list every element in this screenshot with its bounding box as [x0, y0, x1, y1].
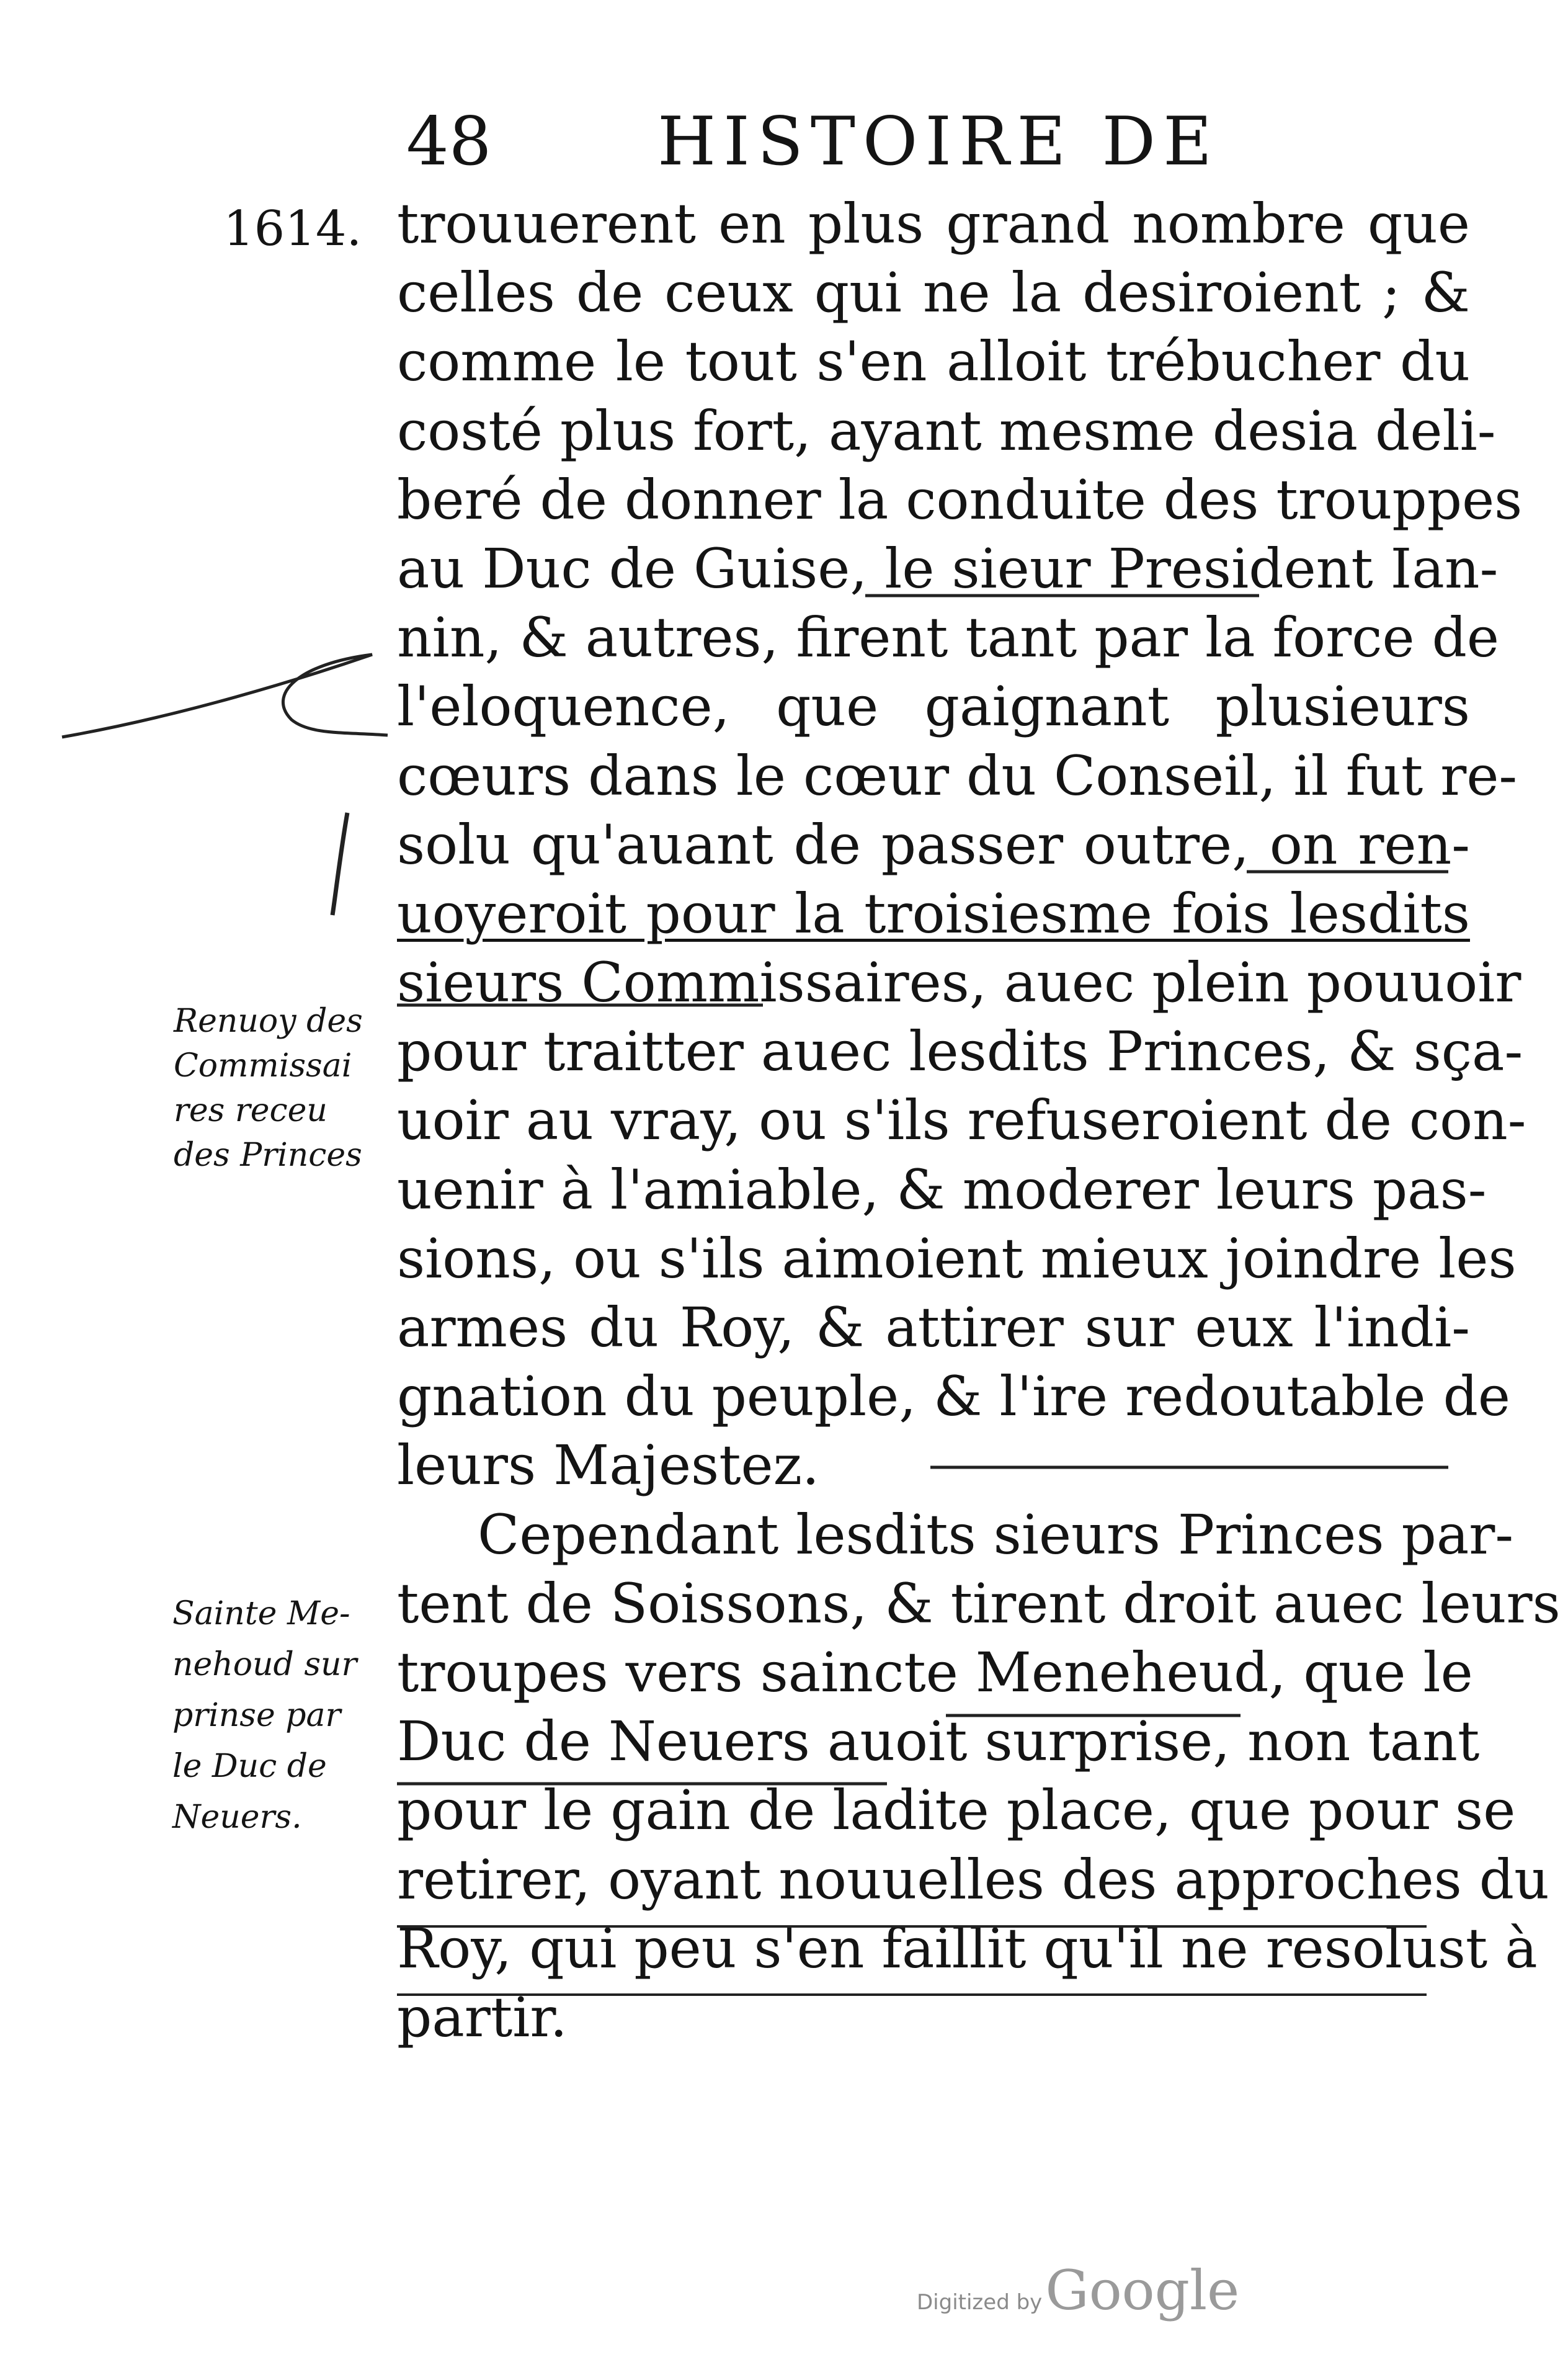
margin-year: 1614.	[223, 201, 362, 257]
text-line: sieurs Commissaires, auec plein pouuoir	[397, 950, 1521, 1015]
text-line: uoir au vray, ou s'ils refuseroient de con-	[397, 1088, 1526, 1153]
text-line: beré de donner la conduite des trouppes	[397, 467, 1523, 532]
text-line: Duc de Neuers auoit surprise, non tant	[397, 1709, 1480, 1774]
text-line: l'eloquence, que gaignant plusieurs	[397, 674, 1470, 739]
margin-note-line: des Princes	[174, 1137, 362, 1174]
text-line: armes du Roy, & attirer sur eux l'indi-	[397, 1295, 1470, 1359]
digitized-by-google-watermark	[917, 2258, 1239, 2322]
text-line: celles de ceux qui ne la desiroient ; &	[397, 261, 1470, 325]
text-line: tent de Soissons, & tirent droit auec leurs	[397, 1571, 1561, 1635]
margin-note-line: res receu	[174, 1092, 327, 1129]
handwritten-vertical-stroke	[332, 813, 347, 915]
text-line-underlined: uoyeroit pour la troisiesme fois lesdits	[397, 881, 1470, 946]
text-line: leurs Majestez.	[397, 1433, 819, 1498]
text-line: solu qu'auant de passer outre, on ren-	[397, 812, 1470, 877]
margin-note-line: Neuers.	[172, 1799, 302, 1836]
text-line: Roy, qui peu s'en faillit qu'il ne resolust à	[397, 1916, 1538, 1980]
text-line: trouuerent en plus grand nombre que	[397, 192, 1470, 256]
text-line: sions, ou s'ils aimoient mieux joindre les	[397, 1226, 1517, 1290]
margin-note-line: Sainte Me-	[172, 1595, 350, 1632]
text-line: pour le gain de ladite place, que pour se	[397, 1778, 1516, 1843]
text-line: au Duc de Guise, le sieur President Ian-	[397, 536, 1499, 601]
text-line: comme le tout s'en alloit trébucher du	[397, 329, 1470, 394]
text-line: cœurs dans le cœur du Conseil, il fut re-	[397, 743, 1518, 808]
text-line: partir.	[397, 1985, 568, 2049]
text-line: nin, & autres, firent tant par la force de	[397, 606, 1499, 670]
text-line: gnation du peuple, & l'ire redoutable de	[397, 1364, 1510, 1429]
text-line: troupes vers saincte Meneheud, que le	[397, 1640, 1473, 1704]
text-line: uenir à l'amiable, & moderer leurs pas-	[397, 1157, 1487, 1222]
margin-note-line: Renuoy des	[174, 1003, 363, 1040]
margin-note-line: prinse par	[172, 1697, 341, 1734]
page-number: 48	[406, 103, 492, 181]
text-line: pour traitter auec lesdits Princes, & sça-	[397, 1019, 1523, 1084]
google-logo: Google	[1045, 2258, 1240, 2322]
margin-note-line: Commissai	[174, 1047, 352, 1085]
handwritten-bracket-mark	[62, 655, 388, 737]
running-title: HISTOIRE DE	[657, 103, 1219, 181]
margin-note-line: le Duc de	[172, 1748, 327, 1785]
margin-note-line: nehoud sur	[172, 1646, 357, 1683]
text-line: costé plus fort, ayant mesme desia deli-	[397, 398, 1496, 463]
watermark-prefix: Digitized by	[917, 2290, 1043, 2315]
text-line: Cependant lesdits sieurs Princes par-	[478, 1502, 1514, 1567]
text-line: retirer, oyant nouuelles des approches du	[397, 1847, 1549, 1912]
